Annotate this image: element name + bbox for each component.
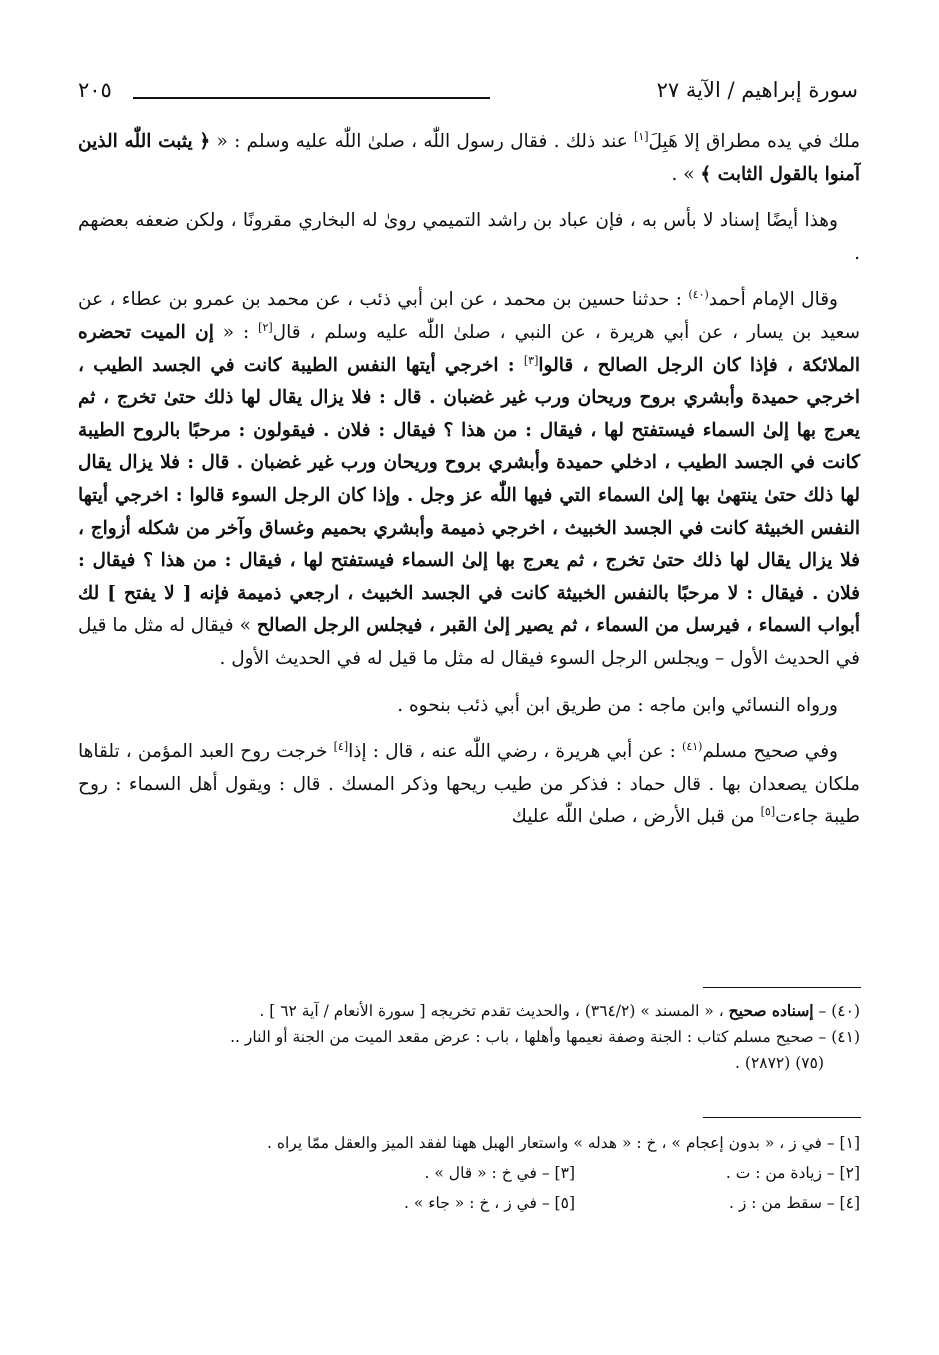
footnote-41: (٤١) – صحيح مسلم كتاب : الجنة وصفة نعيمها وأهلها ، باب : عرض مقعد الميت من الجنة أو النار .. xyxy=(230,1028,860,1046)
footnote-41-cont: (٧٥) (٢٨٧٢) . xyxy=(735,1054,824,1072)
variant-ref-3: [٣] xyxy=(523,353,539,367)
variants-row-2 xyxy=(78,1158,860,1188)
variant-4: [٤] – سقط من : ز . xyxy=(728,1194,860,1212)
paragraph-5: وفي صحيح مسلم$^{(٤١)}$ : عن أبي هريرة ، رضي اللّٰه عنه ، قال : إذا[٤] خرجت روح العبد المؤمن ، تلقاها ملكان يصعدان بها . قال حماد : فذكر من طيب ريحها وذكر المسك . قال : ويقول أهل السماء : روح طيبة جاءت[٥] من قبل الأرض ، صلىٰ اللّٰه عليك xyxy=(78,739,860,828)
footnotes-variants xyxy=(78,1128,860,1218)
variants-row-3 xyxy=(78,1188,860,1218)
variant-5: [٥] – في ز ، خ : « جاء » . xyxy=(404,1194,575,1212)
paragraph-4: ورواه النسائي وابن ماجه : من طريق ابن أبي ذئب بنحوه . xyxy=(397,694,838,716)
variant-3: [٣] – في خ : « قال » . xyxy=(424,1164,575,1182)
variant-1: [١] – في ز ، « بدون إعجام » ، خ : « هدله » واستعار الهبل ههنا لفقد الميز والعقل ممّا يراه . xyxy=(266,1134,860,1152)
main-text xyxy=(78,126,860,848)
header-rule xyxy=(133,97,490,99)
footnote-ref-41: (٤١) xyxy=(682,739,703,753)
footnotes-numbered xyxy=(78,998,860,1076)
quran-verse: ﴿ يثبت اللّٰه الذين آمنوا بالقول الثابت ﴾ xyxy=(78,131,860,185)
page-header xyxy=(78,78,858,114)
paragraph-2: وهذا أيضًا إسناد لا بأس به ، فإن عباد بن راشد التميمي روىٰ له البخاري مقرونًا ، ولكن ضعفه بعضهم . xyxy=(78,210,860,264)
variants-divider xyxy=(703,1117,861,1118)
hadith-text-cont: : اخرجي أيتها النفس الطيبة كانت في الجسد الطيب ، اخرجي حميدة وأبشري بروح وريحان ورب غير غضبان . قال : فلا يزال يقال لها ذلك حتىٰ تخرج ، ثم يعرج بها إلىٰ السماء فيستفتح لها ، فيقال : من هذا ؟ فيقال : فلان . فيقولون : مرحبًا بالروح الطيبة كانت في الجسد الطيب ، ادخلي حميدة وأبشري بروح وريحان ورب غير غضبان . قال : فلا يزال يقال لها ذلك حتىٰ ينتهىٰ بها إلىٰ السماء التي فيها اللّٰه عز وجل . وإذا كان الرجل السوء قالوا : اخرجي أيتها النفس الخبيثة كانت في الجسد الخبيث ، اخرجي ذميمة وأبشري بحميم وغساق وآخر من شكله أزواج ، فلا يزال يقال لها ذلك حتىٰ تخرج ، ثم يعرج بها إلىٰ السماء فيستفتح لها ، فيقال : من هذا ؟ فيقال : فلان . فيقال : لا مرحبًا بالنفس الخبيثة كانت في الجسد الخبيث ، ارجعي ذميمة فإنه [ لا يفتح ] لك أبواب السماء ، فيرسل من السماء ، ثم يصير إلىٰ القبر ، فيجلس الرجل الصالح xyxy=(78,354,860,637)
variant-2: [٢] – زيادة من : ت . xyxy=(725,1164,860,1182)
variant-ref-4: [٤] xyxy=(333,739,349,753)
paragraph-1: ملك في يده مطراق إلا هَبِلَ[١] عند ذلك . فقال رسول اللّٰه ، صلىٰ اللّٰه عليه وسلم : « ﴿ يثبت اللّٰه الذين آمنوا بالقول الثابت ﴾ » . xyxy=(78,129,860,185)
paragraph-3: وقال الإمام أحمد$^{(٤٠)}$ : حدثنا حسين بن محمد ، عن ابن أبي ذئب ، عن محمد بن عمرو بن عطاء ، عن سعيد بن يسار ، عن أبي هريرة ، عن النبي ، صلىٰ اللّٰه عليه وسلم ، قال[٢] : « إن الميت تحضره الملائكة ، فإذا كان الرجل الصالح ، قالوا[٣] : اخرجي أيتها النفس الطيبة كانت في الجسد الطيب ، اخرجي حميدة وأبشري بروح وريحان ورب غير غضبان . قال : فلا يزال يقال لها ذلك حتىٰ تخرج ، ثم يعرج بها إلىٰ السماء فيستفتح لها ، فيقال : من هذا ؟ فيقال : فلان . فيقولون : مرحبًا بالروح الطيبة كانت في الجسد الطيب ، ادخلي حميدة وأبشري بروح وريحان ورب غير غضبان . قال : فلا يزال يقال لها ذلك حتىٰ ينتهىٰ بها إلىٰ السماء التي فيها اللّٰه عز وجل . وإذا كان الرجل السوء قالوا : اخرجي أيتها النفس الخبيثة كانت في الجسد الخبيث ، اخرجي ذميمة وأبشري بحميم وغساق وآخر من شكله أزواج ، فلا يزال يقال لها ذلك حتىٰ تخرج ، ثم يعرج بها إلىٰ السماء فيستفتح لها ، فيقال : من هذا ؟ فيقال : فلان . فيقال : لا مرحبًا بالنفس الخبيثة كانت في الجسد الخبيث ، ارجعي ذميمة فإنه [ لا يفتح ] لك أبواب السماء ، فيرسل من السماء ، ثم يصير إلىٰ القبر ، فيجلس الرجل الصالح » فيقال له مثل ما قيل في الحديث الأول – ويجلس الرجل السوء فيقال له مثل ما قيل له في الحديث الأول . xyxy=(78,288,860,669)
page-number: ٢٠٥ xyxy=(78,78,112,102)
variant-ref-1: [١] xyxy=(634,129,649,143)
running-title: سورة إبراهيم / الآية ٢٧ xyxy=(656,78,858,102)
variant-ref-5: [٥] xyxy=(760,805,776,819)
footnote-ref-40: (٤٠) xyxy=(688,288,709,302)
hadith-text: إن الميت تحضره الملائكة ، فإذا كان الرجل الصالح ، قالوا xyxy=(78,321,860,376)
footnote-divider xyxy=(703,987,861,988)
footnote-40: (٤٠) – إسناده صحيح ، « المسند » (٣٦٤/٢) ، والحديث تقدم تخريجه [ سورة الأنعام / آية ٦٢ ] . xyxy=(259,1001,860,1020)
variant-ref-2: [٢] xyxy=(258,320,273,334)
